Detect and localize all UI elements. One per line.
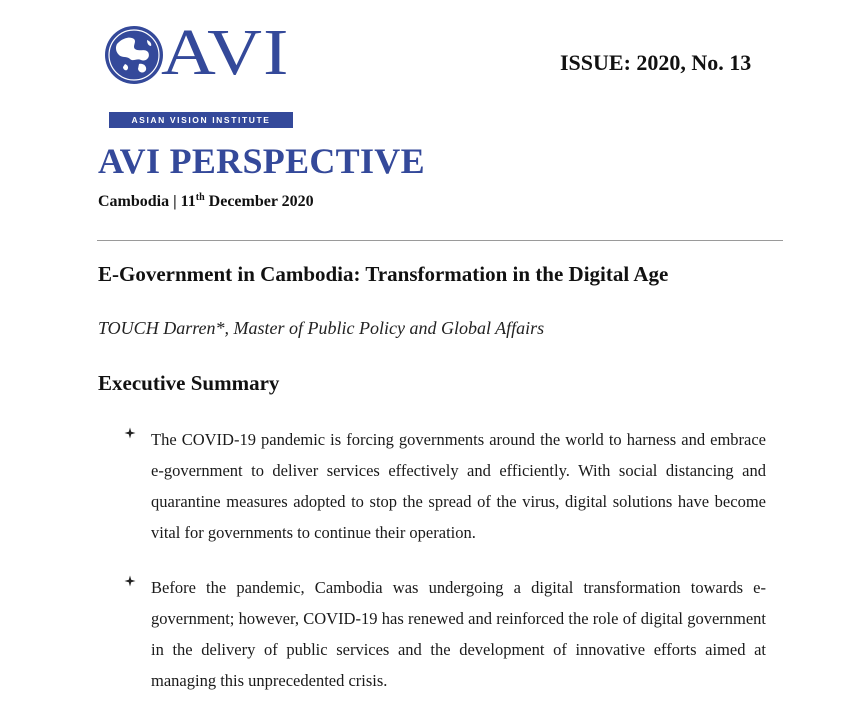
divider (97, 240, 783, 241)
dateline-suffix: December 2020 (204, 193, 314, 210)
dateline (98, 193, 314, 211)
logo-tagline: ASIAN VISION INSTITUTE (109, 112, 293, 128)
logo-wordmark: AVI (161, 16, 290, 89)
list-item (124, 424, 766, 548)
article-title: E-Government in Cambodia: Transformation in the Digital Age (98, 262, 669, 286)
issue-number: ISSUE: 2020, No. 13 (560, 50, 752, 75)
author-line: TOUCH Darren*, Master of Public Policy and Global Affairs (98, 318, 545, 338)
globe-icon (103, 24, 165, 86)
list-item-text: The COVID-19 pandemic is forcing governments around the world to harness and embrace e-government to deliver services effectively and efficiently. With social distancing and quarantine measures adopted to stop the spread of the virus, digital solutions have become vital for governments to continue their operation. (151, 430, 766, 542)
list-item-text: Before the pandemic, Cambodia was undergoing a digital transformation towards e-government; however, COVID-19 has renewed and reinforced the role of digital government in the delivery of public services and the development of innovative efforts aimed at managing this unprecedented crisis. (151, 578, 766, 690)
summary-list (124, 424, 766, 720)
section-heading: Executive Summary (98, 371, 280, 395)
dateline-prefix: Cambodia | 11 (98, 193, 196, 210)
avi-logo (103, 16, 295, 125)
list-item (124, 572, 766, 696)
dateline-superscript: th (195, 192, 205, 203)
series-title: AVI PERSPECTIVE (98, 141, 425, 181)
diamond-bullet-icon (124, 427, 136, 439)
diamond-bullet-icon (124, 575, 136, 587)
